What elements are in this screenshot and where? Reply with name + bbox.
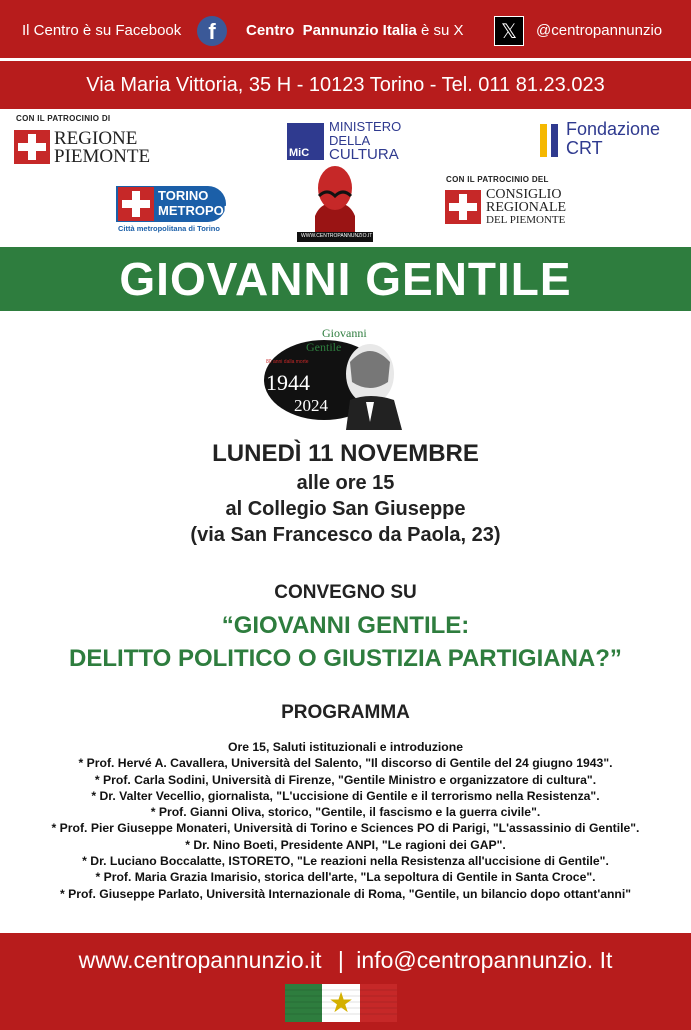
torino-metropoli-logo (116, 186, 236, 236)
convegno-title-line2: DELITTO POLITICO O GIUSTIZIA PARTIGIANA?” (69, 645, 622, 672)
website-link[interactable]: www.centropannunzio.it (78, 947, 322, 973)
programma-heading: PROGRAMMA (281, 702, 410, 723)
event-date: LUNEDÌ 11 NOVEMBRE (212, 440, 479, 467)
emblem-year2: 2024 (294, 396, 328, 415)
italian-flag-icon (285, 984, 397, 1022)
fondazione-line1: Fondazione (566, 119, 661, 139)
convegno-label: CONVEGNO SU (274, 582, 417, 603)
consiglio-line2: REGIONALE (486, 200, 567, 215)
emblem-year1: 1944 (266, 370, 310, 395)
title-band (0, 247, 691, 311)
mic-mark: MiC (289, 147, 310, 159)
torino-caption: Città metropolitana di Torino (118, 224, 220, 233)
torino-line1: TORINO (158, 188, 209, 203)
program-item: * Prof. Carla Sodini, Università di Firenze, "Gentile Ministro e organizzatore di cultura". (94, 772, 597, 787)
brand-name: Centro Pannunzio Italia (246, 22, 417, 39)
consiglio-line3: DEL PIEMONTE (486, 214, 566, 226)
mic-icon (287, 123, 324, 160)
gentile-emblem (262, 322, 412, 432)
email-link[interactable]: info@centropannunzio. It (356, 947, 613, 973)
torino-line2: METROPOLI (158, 203, 236, 218)
star-icon: ★ (328, 987, 354, 1018)
consiglio-caption: CON IL PATROCINIO DEL (446, 175, 549, 184)
ministero-text (329, 120, 401, 162)
crt-bar-blue-icon (551, 124, 558, 157)
program-item: * Prof. Maria Grazia Imarisio, storica dell'arte, "La sepoltura di Gentile in Santa Croce". (95, 870, 596, 885)
regione-line1: REGIONE (54, 128, 138, 149)
facebook-text[interactable]: Il Centro è su Facebook (22, 22, 182, 39)
fondazione-line2: CRT (566, 138, 603, 158)
program-item: * Dr. Valter Vecellio, giornalista, "L'uccisione di Gentile e il terrorismo nella Resistenza". (91, 788, 600, 803)
top-bar (0, 0, 691, 62)
regione-line2: PIEMONTE (54, 146, 151, 167)
emblem-subtitle: 80 anni dalla morte (266, 359, 309, 365)
footer-separator: | (337, 947, 344, 973)
program-item: * Dr. Nino Boeti, Presidente ANPI, "Le ragioni dei GAP". (185, 837, 506, 852)
brand-line (246, 22, 464, 39)
emblem-name2: Gentile (306, 340, 342, 354)
fondazione-text (566, 120, 660, 158)
program-item: * Prof. Hervé A. Cavallera, Università del Salento, "Il discorso di Gentile del 24 giugno 1943". (78, 756, 613, 771)
facebook-icon[interactable]: f (197, 16, 227, 46)
page-title: GIOVANNI GENTILE (119, 253, 572, 305)
ministero-line1: MINISTERO (329, 119, 402, 134)
ministero-line2: DELLA (329, 133, 371, 148)
x-icon[interactable]: 𝕏 (494, 16, 524, 46)
program-item: * Prof. Gianni Oliva, storico, "Gentile, il fascismo e la guerra civile". (150, 805, 541, 820)
ministero-line3: CULTURA (329, 146, 399, 163)
torino-text (158, 188, 235, 218)
emblem-name1: Giovanni (322, 326, 367, 340)
event-time: alle ore 15 (296, 472, 395, 494)
program-list (0, 739, 691, 902)
consiglio-regionale-logo (444, 175, 584, 231)
regione-caption: CON IL PATROCINIO DI (16, 114, 111, 123)
program-item: * Dr. Luciano Boccalatte, ISTORETO, "Le reazioni nella Resistenza all'uccisione di Gentile". (82, 854, 609, 869)
event-venue: al Collegio San Giuseppe (225, 498, 466, 520)
consiglio-text (486, 188, 566, 227)
consiglio-crest-icon (445, 190, 481, 224)
crt-bar-yellow-icon (540, 124, 547, 157)
pannunzio-bust-icon (297, 166, 373, 242)
piemonte-crest-icon (14, 130, 50, 164)
address-bar: Via Maria Vittoria, 35 H - 10123 Torino - Tel. 011 81.23.023 (0, 61, 691, 109)
consiglio-line1: CONSIGLIO (486, 187, 562, 202)
program-item: * Prof. Giuseppe Parlato, Università Internazionale di Roma, "Gentile, un bilancio dopo ottant'anni" (59, 886, 632, 901)
ministero-cultura-logo (287, 120, 417, 164)
program-item: Ore 15, Saluti istituzionali e introduzione (228, 740, 463, 754)
fondazione-crt-logo (540, 120, 680, 160)
x-text: è su X (421, 22, 464, 39)
footer-links (0, 947, 691, 974)
x-handle[interactable]: @centropannunzio (536, 22, 663, 39)
pannunzio-logo (297, 166, 373, 242)
pannunzio-url[interactable]: WWW.CENTROPANNUNZIO.IT (301, 233, 373, 239)
convegno-title-line1: “GIOVANNI GENTILE: (221, 612, 470, 639)
torino-crest-icon (118, 187, 154, 221)
regione-piemonte-logo (14, 114, 151, 170)
program-item: * Prof. Pier Giuseppe Monateri, Università di Torino e Sciences PO di Parigi, "L'assassinio di Gentile". (51, 821, 640, 836)
event-street: (via San Francesco da Paola, 23) (190, 524, 501, 546)
